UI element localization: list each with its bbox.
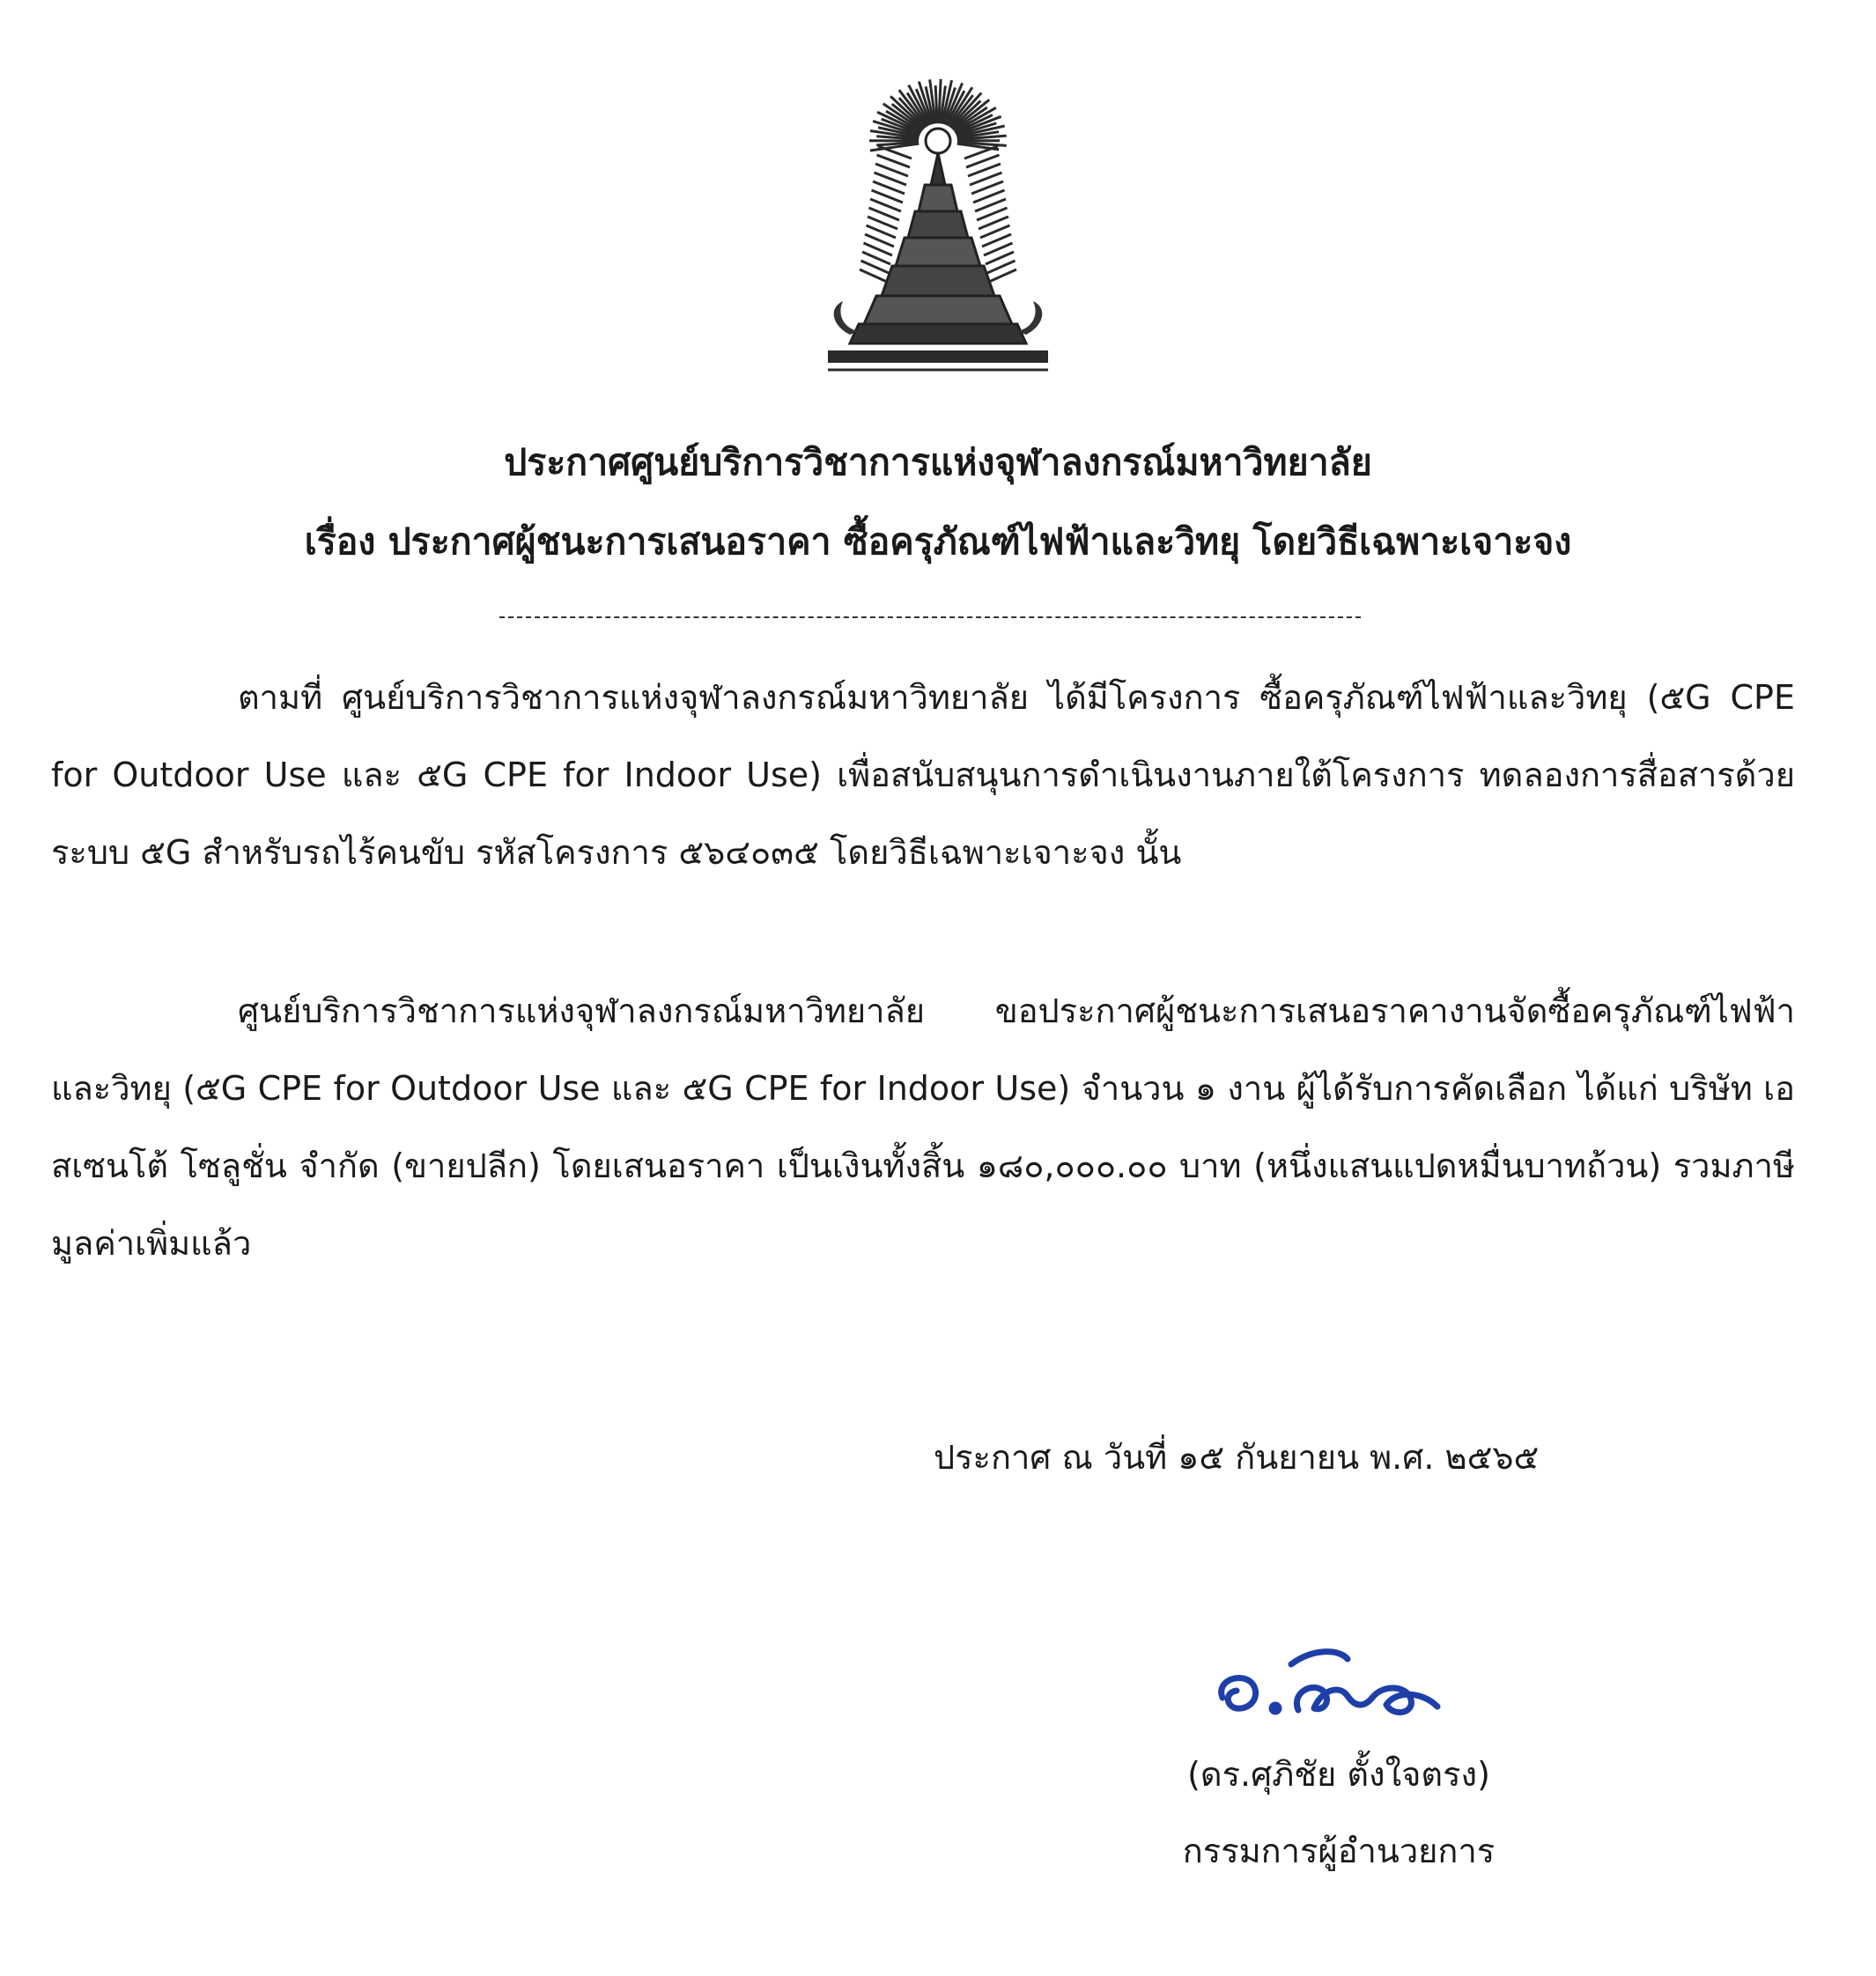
announcement-subject: เรื่อง ประกาศผู้ชนะการเสนอราคา ซื้อครุภัณฑ์ไฟฟ้าและวิทยุ โดยวิธีเฉพาะเจาะจง (304, 520, 1572, 563)
signer-position: กรรมการผู้อำนวยการ (1182, 1832, 1496, 1870)
announcement-date: ประกาศ ณ วันที่ ๑๕ กันยายน พ.ศ. ๒๕๖๕ (934, 1438, 1540, 1477)
announcement-title: ประกาศศูนย์บริการวิชาการแห่งจุฬาลงกรณ์มหาวิทยาลัย (504, 441, 1372, 483)
body-paragraph-2: ศูนย์บริการวิชาการแห่งจุฬาลงกรณ์มหาวิทยาลัย ขอประกาศผู้ชนะการเสนอราคางานจัดซื้อครุภัณฑ์ไฟฟ้าและวิทยุ (๕G CPE for Outdoor Use และ ๕G CPE for Indoor Use) จำนวน ๑ งาน ผู้ได้รับการคัดเลือก ได้แก่ บริษัท เอสเซนโต้ โซลูชั่น จำกัด (ขายปลีก) โดยเสนอราคา เป็นเงินทั้งสิ้น ๑๘๐,๐๐๐.๐๐ บาท (หนึ่งแสนแปดหมื่นบาทถ้วน) รวมภาษีมูลค่าเพิ่มแล้ว (51, 992, 1795, 1263)
signer-name: (ดร.ศุภิชัย ตั้งใจตรง) (1187, 1755, 1490, 1794)
dashed-divider (499, 616, 1361, 618)
body-paragraph-1: ตามที่ ศูนย์บริการวิชาการแห่งจุฬาลงกรณ์มหาวิทยาลัย ได้มีโครงการ ซื้อครุภัณฑ์ไฟฟ้าและวิทยุ (๕G CPE for Outdoor Use และ ๕G CPE for Indoor Use) เพื่อสนับสนุนการดำเนินงานภายใต้โครงการ ทดลองการสื่อสารด้วยระบบ ๕G สำหรับรถไร้คนขับ รหัสโครงการ ๕๖๔๐๓๕ โดยวิธีเฉพาะเจาะจง นั้น (51, 678, 1795, 872)
university-emblem (824, 70, 1052, 374)
handwritten-signature (1207, 1629, 1453, 1735)
